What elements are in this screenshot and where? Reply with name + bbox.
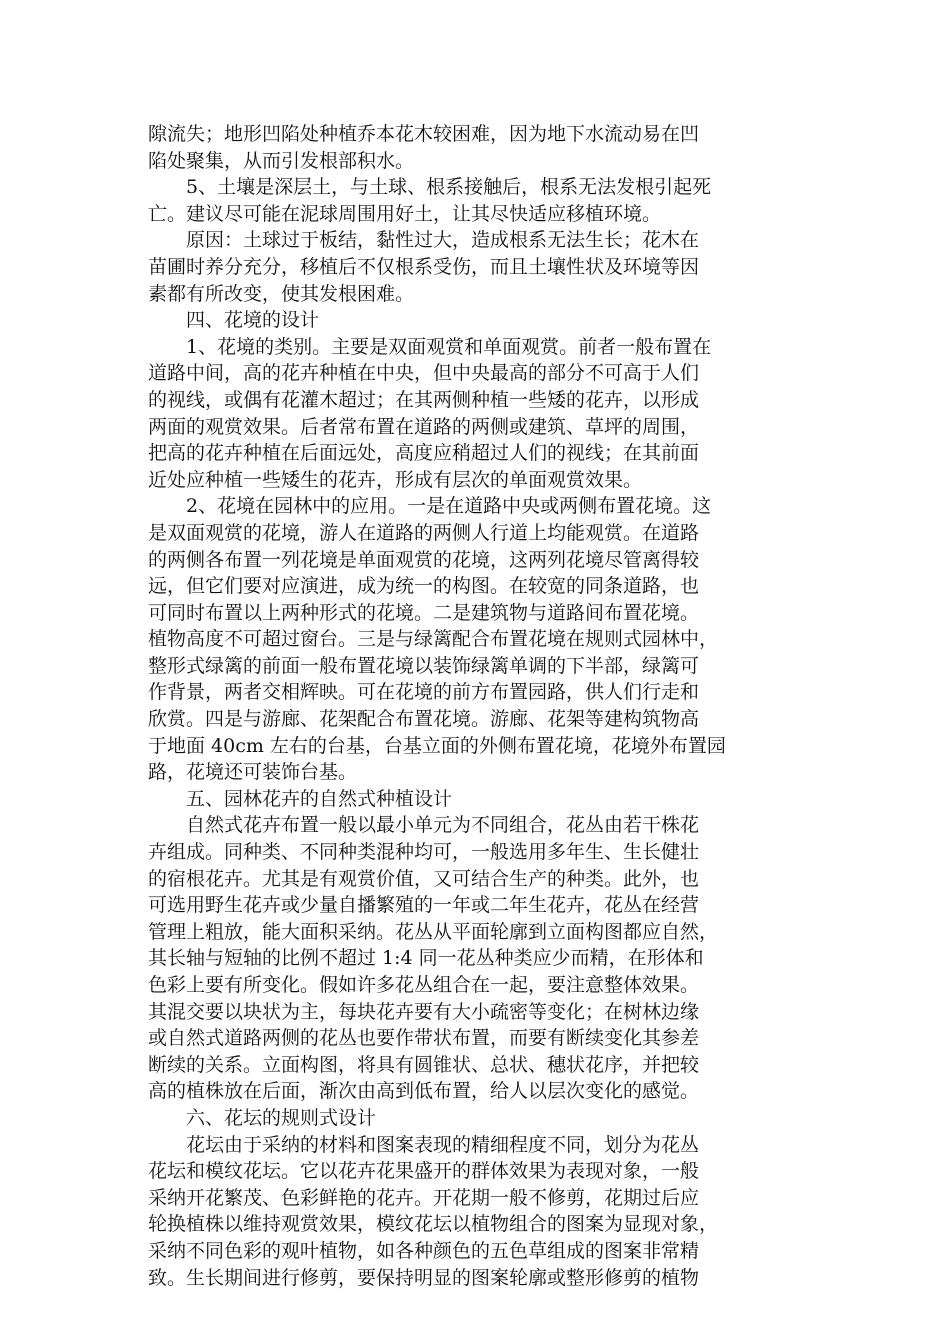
text-line: 2、花境在园林中的应用。一是在道路中央或两侧布置花境。这 <box>186 495 712 518</box>
text-line: 花坛和模纹花坛。它以花卉花果盛开的群体效果为表现对象，一般 <box>148 1160 700 1183</box>
text-line: 作背景，两者交相辉映。可在花境的前方布置园路，供人们行走和 <box>148 681 700 704</box>
text-line: 路，花境还可装饰台基。 <box>148 761 358 784</box>
text-line: 采纳开花繁茂、色彩鲜艳的花卉。开花期一般不修剪，花期过后应 <box>148 1186 700 1209</box>
text-line: 其混交要以块状为主，每块花卉要有大小疏密等变化；在树林边缘 <box>148 1000 700 1023</box>
text-line: 把高的花卉种植在后面远处，高度应稍超过人们的视线；在其前面 <box>148 442 700 465</box>
text-line: 隙流失；地形凹陷处种植乔本花木较困难，因为地下水流动易在凹 <box>148 123 700 145</box>
text-line: 道路中间，高的花卉种植在中央，但中央最高的部分不可高于人们 <box>148 362 700 385</box>
text-line: 近处应种植一些矮生的花卉，形成有层次的单面观赏效果。 <box>148 468 643 491</box>
text-line: 采纳不同色彩的观叶植物，如各种颜色的五色草组成的图案非常精 <box>148 1239 700 1262</box>
text-line: 其长轴与短轴的比例不超过 1:4 同一花丛种类应少而精，在形体和 <box>148 947 704 970</box>
text-line: 于地面 40cm 左右的台基，台基立面的外侧布置花境，花境外布置园 <box>148 734 726 757</box>
text-line: 可选用野生花卉或少量自播繁殖的一年或二年生花卉，花丛在经营 <box>148 894 700 917</box>
text-line: 卉组成。同种类、不同种类混种均可，一般选用多年生、生长健壮 <box>148 841 700 864</box>
text-line: 1、花境的类别。主要是双面观赏和单面观赏。前者一般布置在 <box>186 335 712 358</box>
text-line: 的视线，或偶有花灌木超过；在其两侧种植一些矮的花卉，以形成 <box>148 388 700 411</box>
text-line: 亡。建议尽可能在泥球周围用好土，让其尽快适应移植环境。 <box>148 202 662 225</box>
text-line: 原因：土球过于板结，黏性过大，造成根系无法生长；花木在 <box>186 229 700 252</box>
text-line: 六、花坛的规则式设计 <box>186 1106 377 1129</box>
text-line: 致。生长期间进行修剪，要保持明显的图案轮廓或整形修剪的植物 <box>148 1266 700 1289</box>
text-line: 断续的关系。立面构图，将具有圆锥状、总状、穗状花序，并把较 <box>148 1053 700 1076</box>
text-line: 高的植株放在后面，渐次由高到低布置，给人以层次变化的感觉。 <box>148 1080 700 1103</box>
text-line: 素都有所改变，使其发根困难。 <box>148 282 415 305</box>
text-line: 5、土壤是深层土，与土球、根系接触后，根系无法发根引起死 <box>186 176 712 199</box>
text-line: 苗圃时养分充分，移植后不仅根系受伤，而且土壤性状及环境等因 <box>148 255 700 278</box>
text-line: 的宿根花卉。尤其是有观赏价值，又可结合生产的种类。此外，也 <box>148 867 700 890</box>
text-line: 轮换植株以维持观赏效果，模纹花坛以植物组合的图案为显现对象， <box>148 1213 719 1236</box>
text-line: 整形式绿篱的前面一般布置花境以装饰绿篱单调的下半部，绿篱可 <box>148 654 700 677</box>
text-line: 植物高度不可超过窗台。三是与绿篱配合布置花境在规则式园林中， <box>148 628 719 651</box>
text-line: 两面的观赏效果。后者常布置在道路的两侧或建筑、草坪的周围， <box>148 415 700 438</box>
text-line: 是双面观赏的花境，游人在道路的两侧人行道上均能观赏。在道路 <box>148 521 700 544</box>
text-line: 四、花境的设计 <box>186 309 320 332</box>
text-line: 管理上粗放，能大面积采纳。花丛从平面轮廓到立面构图都应自然， <box>148 920 719 943</box>
document-body-text <box>148 121 808 1291</box>
text-line: 色彩上要有所变化。假如许多花丛组合在一起，要注意整体效果。 <box>148 974 700 996</box>
text-line: 花坛由于采纳的材料和图案表现的精细程度不同，划分为花丛 <box>186 1133 700 1156</box>
text-line: 欣赏。四是与游廊、花架配合布置花境。游廊、花架等建构筑物高 <box>148 708 700 731</box>
text-line: 远，但它们要对应演进，成为统一的构图。在较宽的同条道路，也 <box>148 575 700 598</box>
text-line: 五、园林花卉的自然式种植设计 <box>186 787 453 810</box>
text-line: 陷处聚集，从而引发根部积水。 <box>148 149 415 172</box>
text-line: 自然式花卉布置一般以最小单元为不同组合，花丛由若干株花 <box>186 814 700 837</box>
text-line: 可同时布置以上两种形式的花境。二是建筑物与道路间布置花境。 <box>148 601 700 624</box>
text-line: 的两侧各布置一列花境是单面观赏的花境，这两列花境尽管离得较 <box>148 548 700 571</box>
text-line: 或自然式道路两侧的花丛也要作带状布置，而要有断续变化其参差 <box>148 1027 700 1050</box>
